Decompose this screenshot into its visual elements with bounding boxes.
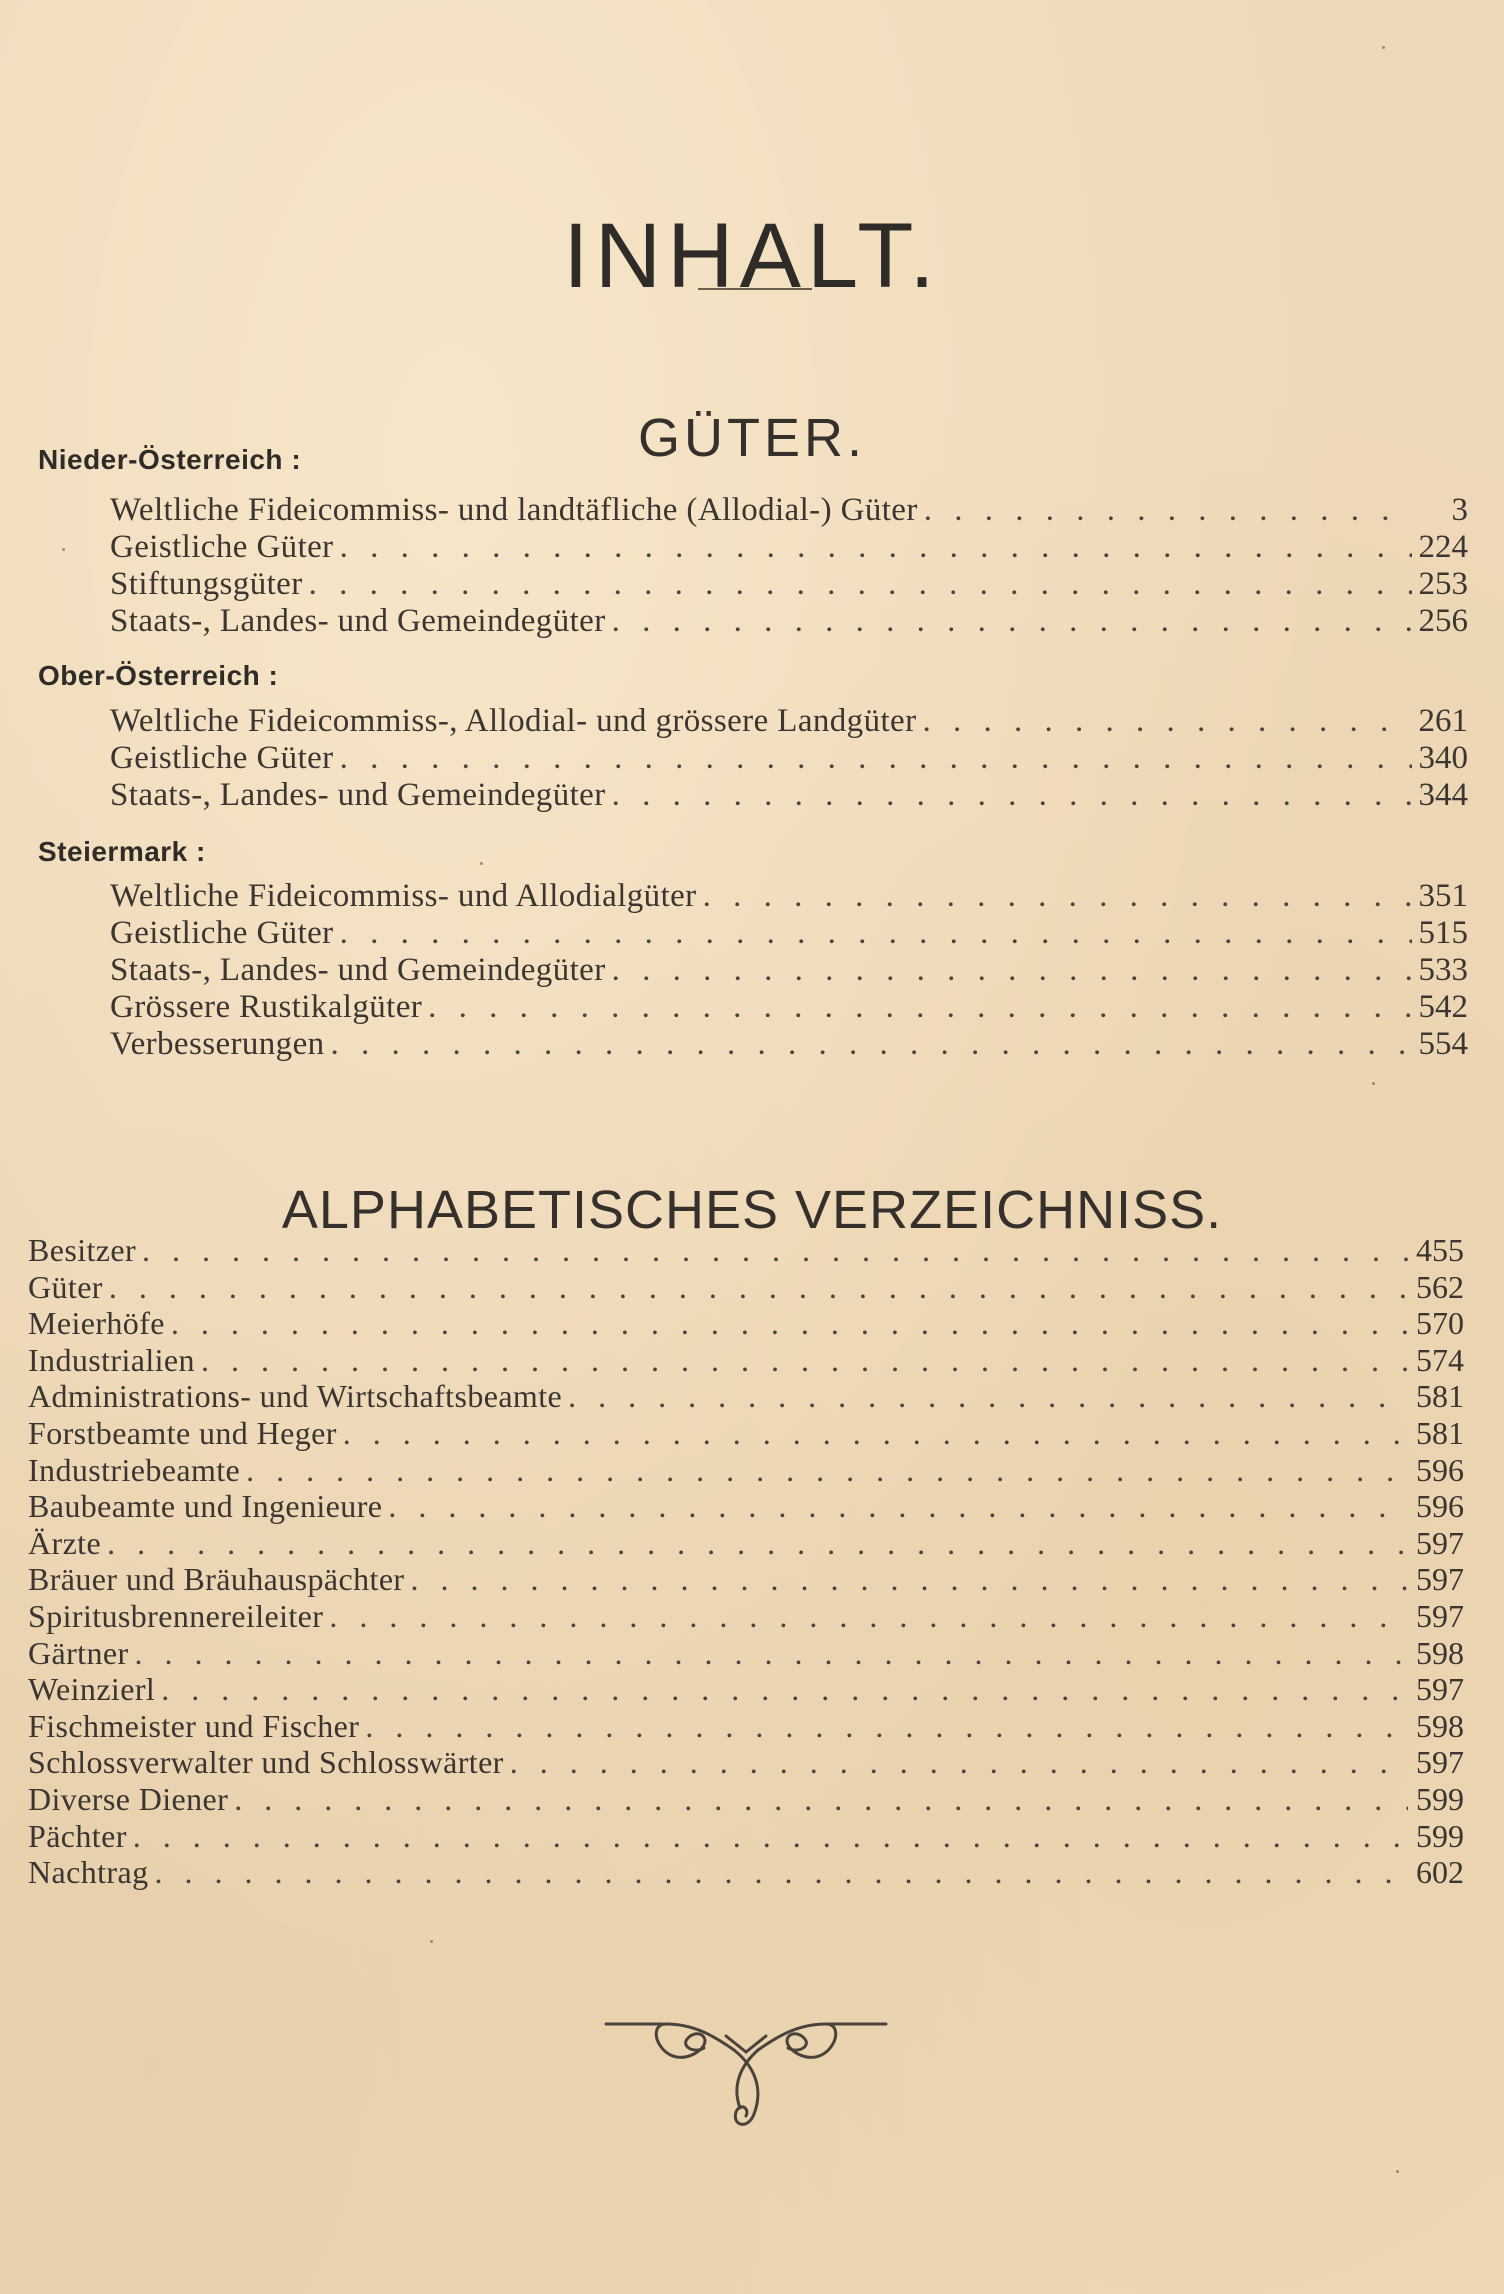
entry-page-number: 542 xyxy=(1418,989,1468,1025)
dot-leader xyxy=(428,989,1412,1026)
dot-leader xyxy=(703,878,1412,915)
entry-page-number: 598 xyxy=(1416,1707,1464,1744)
scroll-ornament-icon xyxy=(604,2010,888,2144)
section-heading-alphabetical-index: ALPHABETISCHES VERZEICHNISS. xyxy=(281,1179,1223,1240)
entry-label: Güter xyxy=(28,1268,103,1305)
toc-entry[interactable] xyxy=(110,492,1468,529)
toc-entry[interactable] xyxy=(110,777,1468,814)
entry-label: Geistliche Güter xyxy=(110,915,334,951)
toc-entry[interactable] xyxy=(28,1525,1464,1562)
toc-entry[interactable] xyxy=(28,1744,1464,1781)
toc-entry[interactable] xyxy=(28,1708,1464,1745)
entry-label: Baubeamte und Ingenieure xyxy=(28,1488,383,1525)
dot-leader xyxy=(612,777,1412,814)
entry-label: Staats-, Landes- und Gemeindegüter xyxy=(110,777,606,813)
toc-entry[interactable] xyxy=(28,1305,1464,1342)
entry-page-number: 602 xyxy=(1416,1854,1464,1891)
dot-leader xyxy=(340,740,1412,777)
entry-page-number: 597 xyxy=(1416,1671,1464,1708)
toc-entry[interactable] xyxy=(28,1452,1464,1489)
dot-leader xyxy=(340,529,1412,566)
toc-entry[interactable] xyxy=(110,566,1468,603)
toc-entry[interactable] xyxy=(110,703,1468,740)
entry-page-number: 554 xyxy=(1418,1026,1468,1062)
entry-label: Diverse Diener xyxy=(28,1780,229,1817)
entry-label: Ärzte xyxy=(28,1524,102,1561)
dot-leader xyxy=(331,1026,1412,1063)
toc-entry[interactable] xyxy=(110,740,1468,777)
entry-label: Verbesserungen xyxy=(110,1026,325,1062)
entry-page-number: 256 xyxy=(1418,603,1468,639)
dot-leader xyxy=(142,1232,1408,1269)
toc-entry[interactable] xyxy=(110,1026,1468,1063)
entry-label: Gärtner xyxy=(28,1634,129,1671)
entry-label: Fischmeister und Fischer xyxy=(28,1707,360,1744)
entry-label: Grössere Rustikalgüter xyxy=(110,989,423,1025)
toc-entry[interactable] xyxy=(110,878,1468,915)
entry-page-number: 597 xyxy=(1416,1524,1464,1561)
toc-list-alphabetical-index xyxy=(28,1232,1464,1891)
dot-leader xyxy=(329,1598,1408,1635)
entry-page-number: 581 xyxy=(1416,1378,1464,1415)
region-label-nieder-oesterreich: Nieder-Österreich : xyxy=(38,444,302,475)
dot-leader xyxy=(410,1561,1408,1598)
entry-page-number: 597 xyxy=(1416,1561,1464,1598)
toc-entry[interactable] xyxy=(110,989,1468,1026)
entry-page-number: 3 xyxy=(1451,492,1468,528)
dot-leader xyxy=(246,1452,1408,1489)
dot-leader xyxy=(922,703,1412,740)
dot-leader xyxy=(340,915,1412,952)
entry-page-number: 597 xyxy=(1416,1744,1464,1781)
toc-entry[interactable] xyxy=(28,1342,1464,1379)
entry-page-number: 351 xyxy=(1418,878,1468,914)
dot-leader xyxy=(109,1269,1408,1306)
dot-leader xyxy=(568,1378,1408,1415)
dot-leader xyxy=(161,1671,1408,1708)
toc-entry[interactable] xyxy=(110,603,1468,640)
entry-page-number: 598 xyxy=(1416,1634,1464,1671)
entry-page-number: 597 xyxy=(1416,1597,1464,1634)
entry-page-number: 455 xyxy=(1416,1232,1464,1268)
region-label-steiermark: Steiermark : xyxy=(38,836,206,867)
toc-entry[interactable] xyxy=(28,1598,1464,1635)
entry-label: Weltliche Fideicommiss- und Allodialgüter xyxy=(110,878,697,914)
entry-label: Weltliche Fideicommiss-, Allodial- und grössere Landgüter xyxy=(110,703,917,739)
dot-leader xyxy=(234,1781,1408,1818)
toc-entry[interactable] xyxy=(110,529,1468,566)
entry-label: Stiftungsgüter xyxy=(110,566,303,602)
region-label-ober-oesterreich: Ober-Österreich : xyxy=(38,660,279,691)
toc-entry[interactable] xyxy=(28,1635,1464,1672)
toc-entry[interactable] xyxy=(28,1561,1464,1598)
dot-leader xyxy=(107,1525,1408,1562)
toc-entry[interactable] xyxy=(28,1378,1464,1415)
dot-leader xyxy=(510,1744,1408,1781)
toc-entry[interactable] xyxy=(110,915,1468,952)
entry-page-number: 261 xyxy=(1418,703,1468,739)
entry-label: Besitzer xyxy=(28,1232,137,1268)
entry-page-number: 596 xyxy=(1416,1488,1464,1525)
entry-label: Geistliche Güter xyxy=(110,529,334,565)
entry-page-number: 599 xyxy=(1416,1780,1464,1817)
title-divider xyxy=(698,288,812,290)
page-title: INHALT. xyxy=(563,204,941,307)
toc-entry[interactable] xyxy=(28,1488,1464,1525)
entry-label: Nachtrag xyxy=(28,1854,149,1891)
entry-page-number: 574 xyxy=(1416,1341,1464,1378)
toc-entry[interactable] xyxy=(28,1671,1464,1708)
entry-label: Forstbeamte und Heger xyxy=(28,1414,337,1451)
dot-leader xyxy=(309,566,1412,603)
entry-label: Industrialien xyxy=(28,1341,195,1378)
entry-label: Staats-, Landes- und Gemeindegüter xyxy=(110,603,606,639)
entry-page-number: 224 xyxy=(1418,529,1468,565)
entry-label: Meierhöfe xyxy=(28,1305,165,1342)
entry-page-number: 596 xyxy=(1416,1451,1464,1488)
entry-page-number: 533 xyxy=(1418,952,1468,988)
dot-leader xyxy=(365,1708,1408,1745)
dot-leader xyxy=(171,1305,1408,1342)
dot-leader xyxy=(135,1635,1408,1672)
toc-entry[interactable] xyxy=(28,1781,1464,1818)
entry-label: Pächter xyxy=(28,1817,127,1854)
toc-entry[interactable] xyxy=(28,1415,1464,1452)
entry-page-number: 340 xyxy=(1418,740,1468,776)
entry-page-number: 570 xyxy=(1416,1305,1464,1342)
toc-list-ober-oesterreich xyxy=(110,703,1468,814)
entry-page-number: 253 xyxy=(1418,566,1468,602)
dot-leader xyxy=(612,603,1412,640)
dot-leader xyxy=(343,1415,1408,1452)
entry-label: Weinzierl xyxy=(28,1671,156,1708)
entry-page-number: 344 xyxy=(1418,777,1468,813)
dot-leader xyxy=(154,1854,1408,1891)
entry-label: Spiritusbrennereileiter xyxy=(28,1597,324,1634)
entry-page-number: 599 xyxy=(1416,1817,1464,1854)
dot-leader xyxy=(201,1342,1408,1379)
entry-label: Weltliche Fideicommiss- und landtäfliche (Allodial-) Güter xyxy=(110,492,918,528)
entry-page-number: 581 xyxy=(1416,1414,1464,1451)
dot-leader xyxy=(612,952,1412,989)
dot-leader xyxy=(924,492,1412,529)
toc-entry[interactable] xyxy=(110,952,1468,989)
dot-leader xyxy=(388,1488,1408,1525)
entry-label: Schlossverwalter und Schlosswärter xyxy=(28,1744,504,1781)
entry-page-number: 562 xyxy=(1416,1268,1464,1305)
section-heading-gueter: GÜTER. xyxy=(637,407,866,468)
entry-label: Bräuer und Bräuhauspächter xyxy=(28,1561,405,1598)
dot-leader xyxy=(133,1818,1408,1855)
entry-page-number: 515 xyxy=(1418,915,1468,951)
entry-label: Administrations- und Wirtschaftsbeamte xyxy=(28,1378,563,1415)
entry-label: Geistliche Güter xyxy=(110,740,334,776)
entry-label: Staats-, Landes- und Gemeindegüter xyxy=(110,952,606,988)
toc-entry[interactable] xyxy=(28,1269,1464,1306)
entry-label: Industriebeamte xyxy=(28,1451,241,1488)
toc-list-nieder-oesterreich xyxy=(110,492,1468,640)
toc-entry[interactable] xyxy=(28,1232,1464,1269)
toc-entry[interactable] xyxy=(28,1854,1464,1891)
toc-list-steiermark xyxy=(110,878,1468,1063)
toc-entry[interactable] xyxy=(28,1818,1464,1855)
